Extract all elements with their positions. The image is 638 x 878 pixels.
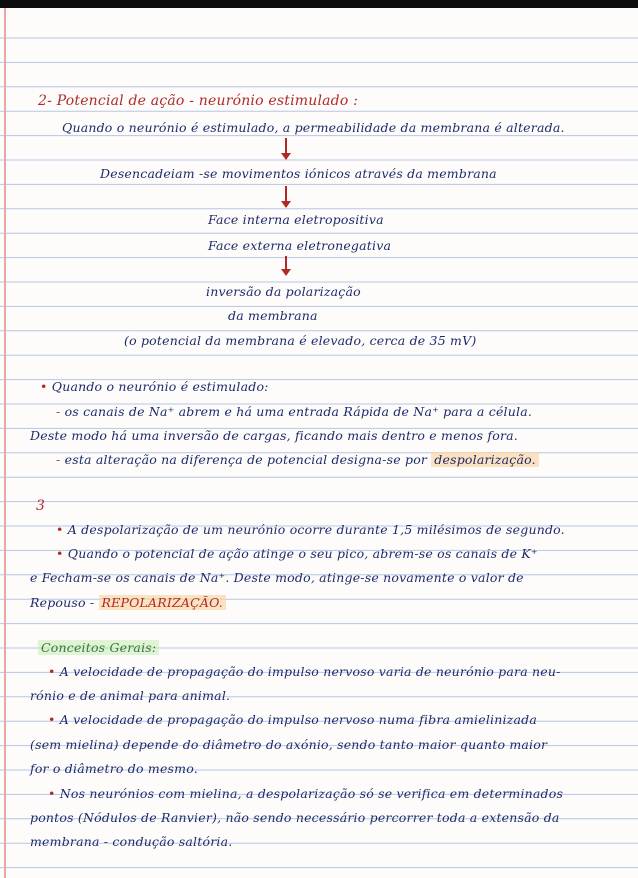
arrow-down-icon (285, 256, 287, 274)
despolarizacao-highlight: despolarização. (431, 452, 539, 467)
arrow-down-icon (285, 186, 287, 206)
section2-line1: Quando o neurónio é estimulado, a permeabilidade da membrana é alterada. (62, 120, 565, 135)
scan-top-border (0, 0, 638, 8)
conceitos-c3b: pontos (Nódulos de Ranvier), não sendo necessário percorrer toda a extensão da (30, 810, 560, 825)
section2-line2: Desencadeiam -se movimentos iónicos através da membrana (100, 166, 497, 181)
inversao-line1: inversão da polarização (206, 284, 361, 299)
conceitos-c2c: for o diâmetro do mesmo. (30, 761, 198, 776)
section3-b1: • A despolarização de um neurónio ocorre durante 1,5 milésimos de segundo. (56, 522, 565, 537)
section3-number: 3 (36, 498, 46, 514)
conceitos-c1b: rónio e de animal para animal. (30, 688, 231, 703)
face-interna: Face interna eletropositiva (208, 212, 384, 227)
potencial-note: (o potencial da membrana é elevado, cerca de 35 mV) (124, 333, 477, 348)
repolarizacao-highlight: REPOLARIZAÇÃO. (99, 595, 226, 610)
arrow-down-icon (285, 138, 287, 158)
conceitos-c2a: • A velocidade de propagação do impulso nervoso numa fibra amielinizada (48, 712, 537, 727)
section2-title: 2- Potencial de ação - neurónio estimulado : (38, 93, 359, 109)
face-externa: Face externa eletronegativa (208, 238, 392, 253)
estimulado-p1a: - os canais de Na⁺ abrem e há uma entrada Rápida de Na⁺ para a célula. (56, 404, 533, 419)
estimulado-head: • Quando o neurónio é estimulado: (40, 379, 269, 394)
conceitos-c3c: membrana - condução saltória. (30, 834, 233, 849)
section3-b2: • Quando o potencial de ação atinge o seu pico, abrem-se os canais de K⁺ (56, 546, 538, 561)
section3-b2c: Repouso - REPOLARIZAÇÃO. (30, 595, 226, 610)
estimulado-p2: - esta alteração na diferença de potencial designa-se por despolarização. (56, 452, 539, 467)
margin-line (4, 8, 6, 878)
conceitos-c1a: • A velocidade de propagação do impulso nervoso varia de neurónio para neu- (48, 664, 561, 679)
conceitos-c2b: (sem mielina) depende do diâmetro do axónio, sendo tanto maior quanto maior (30, 737, 548, 752)
conceitos-title: Conceitos Gerais: (38, 640, 159, 655)
section3-b2b: e Fecham-se os canais de Na⁺. Deste modo, atinge-se novamente o valor de (30, 570, 524, 585)
estimulado-p1b: Deste modo há uma inversão de cargas, ficando mais dentro e menos fora. (30, 428, 518, 443)
conceitos-c3a: • Nos neurónios com mielina, a despolarização só se verifica em determinados (48, 786, 564, 801)
inversao-line2: da membrana (228, 308, 318, 323)
